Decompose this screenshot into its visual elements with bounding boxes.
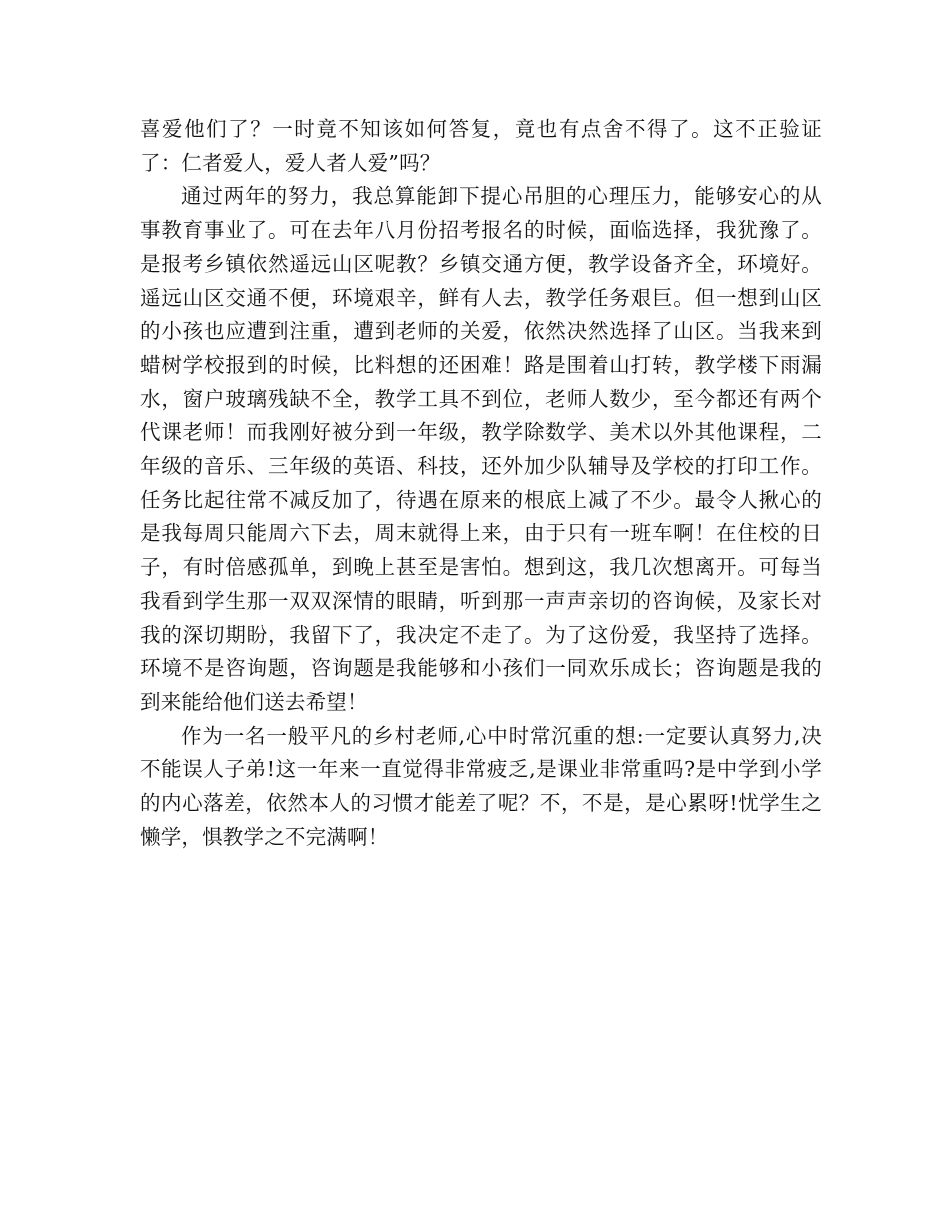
document-body xyxy=(140,113,822,854)
paragraph-3: 作为一名一般平凡的乡村老师,心中时常沉重的想:一定要认真努力,决不能误人子弟!这一年来一直觉得非常疲乏,是课业非常重吗?是中学到小学的内心落差，依然本人的习惯才能差了呢？不，不是，是心累呀!忧学生之懒学，惧教学之不完满啊！ xyxy=(140,723,822,849)
paragraph-2: 通过两年的努力，我总算能卸下提心吊胆的心理压力，能够安心的从事教育事业了。可在去年八月份招考报名的时候，面临选择，我犹豫了。是报考乡镇依然遥远山区呢教？乡镇交通方便，教学设备齐全，环境好。遥远山区交通不便，环境艰辛，鲜有人去，教学任务艰巨。但一想到山区的小孩也应遭到注重，遭到老师的关爱，依然决然选择了山区。当我来到蜡树学校报到的时候，比料想的还困难！路是围着山打转，教学楼下雨漏水，窗户玻璃残缺不全，教学工具不到位，老师人数少，至今都还有两个代课老师！而我刚好被分到一年级，教学除数学、美术以外其他课程，二年级的音乐、三年级的英语、科技，还外加少队辅导及学校的打印工作。任务比起往常不减反加了，待遇在原来的根底上减了不少。最令人揪心的是我每周只能周六下去，周末就得上来，由于只有一班车啊！在住校的日子，有时倍感孤单，到晚上甚至是害怕。想到这，我几次想离开。可每当我看到学生那一双双深情的眼睛，听到那一声声亲切的咨询候，及家长对我的深切期盼，我留下了，我决定不走了。为了这份爱，我坚持了选择。环境不是咨询题，咨询题是我能够和小孩们一同欢乐成长；咨询题是我的到来能给他们送去希望！ xyxy=(140,184,822,714)
paragraph-1: 喜爱他们了？一时竟不知该如何答复，竟也有点舍不得了。这不正验证了：仁者爱人，爱人者人爱”吗？ xyxy=(140,117,822,175)
